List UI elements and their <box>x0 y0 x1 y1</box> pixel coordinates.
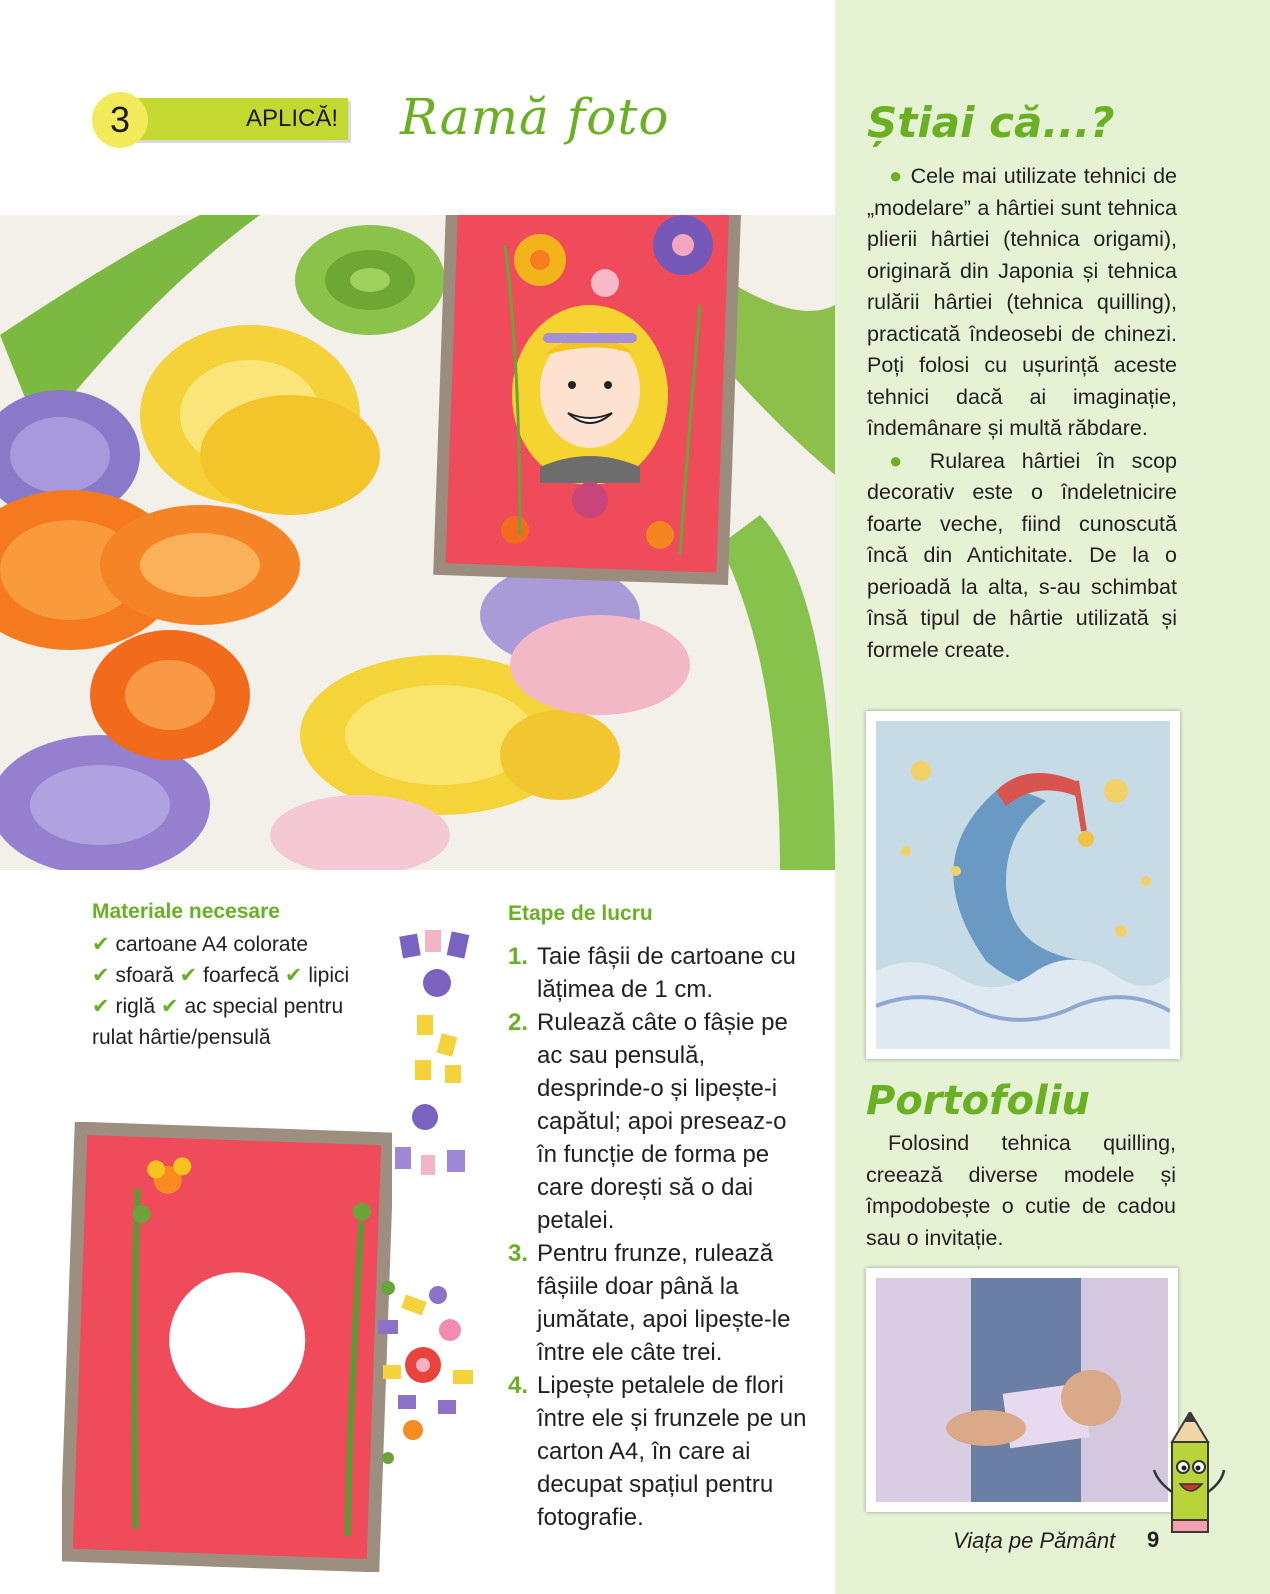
bullet-dot-icon: ● <box>889 163 904 188</box>
step-text: Lipește petalele de flori între ele și frunzele pe un carton A4, în care ai decupat spațiul pentru fotografie. <box>537 1372 807 1531</box>
bullet-dot-icon: ● <box>889 447 914 473</box>
material-item: foarfecă <box>203 964 280 987</box>
material-item: cartoane A4 colorate <box>115 933 309 956</box>
steps-heading: Etape de lucru <box>508 902 653 925</box>
check-icon: ✔ <box>284 964 303 987</box>
step-number: 4. <box>508 1372 529 1399</box>
step-item <box>508 1369 808 1534</box>
quilled-flowers-image <box>378 1280 488 1465</box>
activity-number: 3 <box>92 92 148 148</box>
portfolio-text <box>866 1128 1176 1254</box>
material-item: riglă <box>115 995 156 1018</box>
check-icon: ✔ <box>92 964 110 987</box>
activity-label: APLICĂ! <box>245 105 338 132</box>
page-title: Ramă foto <box>400 88 670 146</box>
material-item: sfoară <box>115 964 174 987</box>
portfolio-paragraph: Folosind tehnica quilling, creează diverse modele și împodobește o cutie de cadou sau o invitație. <box>866 1131 1176 1250</box>
check-icon: ✔ <box>92 995 110 1018</box>
step-item <box>508 940 808 1006</box>
steps-list <box>508 940 808 1534</box>
quilling-photo <box>0 215 835 870</box>
gift-box-photo <box>866 1268 1178 1512</box>
step-text: Rulează câte o fâșie pe ac sau pensulă, desprinde-o și lipește-i capătul; apoi preseaz-o în funcție de forma pe care dorești să o dai petalei. <box>537 1009 788 1234</box>
step-item <box>508 1237 808 1369</box>
sidebar-paragraph <box>867 160 1177 445</box>
check-icon: ✔ <box>92 933 110 956</box>
material-item: lipici <box>308 964 350 987</box>
portfolio-title: Portofoliu <box>866 1078 1090 1124</box>
materials-heading: Materiale necesare <box>92 900 280 923</box>
sidebar-title: Știai că...? <box>867 98 1115 147</box>
materials-line-4: rulat hârtie/pensulă <box>92 1026 271 1049</box>
step-text: Taie fâșii de cartoane cu lățimea de 1 cm. <box>537 943 796 1003</box>
material-item: ac special pentru <box>184 995 344 1018</box>
step-number: 1. <box>508 943 529 970</box>
book-title: Viața pe Pământ <box>953 1528 1116 1553</box>
quilled-moon-photo <box>866 711 1180 1059</box>
pencil-mascot-icon <box>1150 1412 1230 1542</box>
paper-scraps-image <box>395 925 485 1185</box>
materials-list <box>92 929 392 1053</box>
materials-line-3 <box>92 991 392 1022</box>
materials-line-2 <box>92 960 392 991</box>
check-icon: ✔ <box>160 995 179 1018</box>
paragraph-text: Cele mai utilizate tehnici de „modelare” a hârtiei sunt tehnica plierii hârtiei (tehnica origami), originară din Japonia și tehnica rulării hârtiei (tehnica quilling), practicată îndeosebi de chinezi. Poți folosi cu ușurință aceste tehnici dacă ai imaginație, îndemânare și multă răbdare. <box>867 164 1177 440</box>
page-number: 9 <box>1147 1527 1160 1552</box>
step-number: 3. <box>508 1240 529 1267</box>
sidebar-paragraph <box>867 445 1177 667</box>
step-item <box>508 1006 808 1237</box>
materials-line-1 <box>92 929 392 960</box>
frame-cutout-photo <box>62 1122 392 1572</box>
activity-badge <box>92 92 352 148</box>
paragraph-text: Rularea hârtiei în scop decorativ este o îndeletnicire foarte veche, fiind cunoscută încă din Antichitate. De la o perioadă la alta, s-au schimbat însă tipul de hârtie utilizată și formele create. <box>867 448 1177 662</box>
check-icon: ✔ <box>179 964 198 987</box>
step-number: 2. <box>508 1009 529 1036</box>
sidebar-text <box>867 160 1177 666</box>
step-text: Pentru frunze, rulează fâșiile doar până la jumătate, apoi lipește-le între ele câte trei. <box>537 1240 791 1366</box>
